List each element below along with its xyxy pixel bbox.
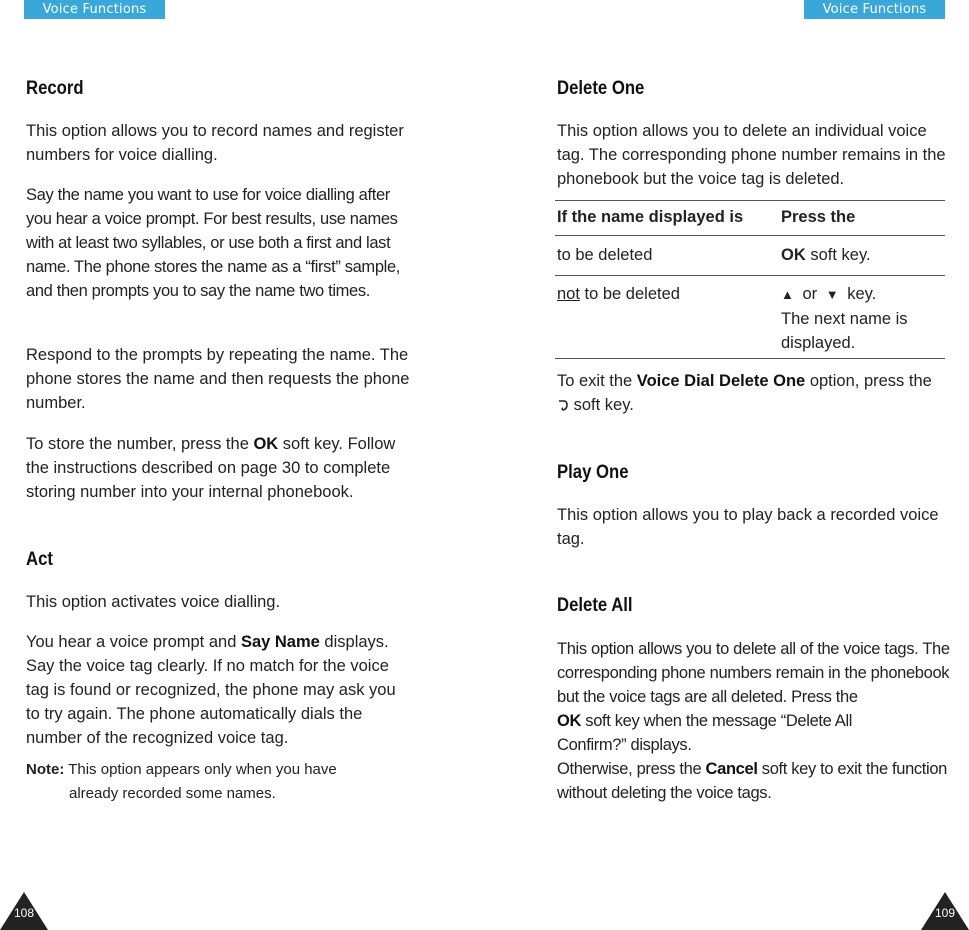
back-icon bbox=[557, 398, 569, 412]
record-heading: Record bbox=[26, 78, 84, 99]
record-intro: This option allows you to record names and register numbers for voice dialling. bbox=[26, 122, 404, 164]
section-tab-right: Voice Functions bbox=[804, 0, 945, 19]
act-intro: This option activates voice dialling. bbox=[26, 593, 281, 611]
table-row: to be deleted OK soft key. bbox=[555, 236, 945, 276]
say-name-label: Say Name bbox=[240, 633, 320, 651]
down-arrow-icon: ▼ bbox=[825, 287, 839, 302]
play-one-heading: Play One bbox=[557, 462, 629, 483]
voice-dial-delete-one-label: Voice Dial Delete One bbox=[636, 372, 806, 390]
play-one-intro: This option allows you to play back a recorded voice tag. bbox=[557, 506, 939, 548]
table-header-press: Press the bbox=[781, 201, 945, 236]
record-instructions: Say the name you want to use for voice dialling after you hear a voice prompt. For best results, use names with at least two syllables, or use both a first and last name. The phone stores the name as a “first” sample, and then prompts you to say the name two times. bbox=[26, 186, 401, 300]
delete-all-heading: Delete All bbox=[557, 595, 633, 616]
ok-key-label: OK bbox=[253, 435, 279, 453]
table-row: not to be deleted ▲ or ▼ key. The next name is displayed. bbox=[555, 276, 945, 359]
page-number-left: 108 bbox=[0, 892, 48, 930]
cancel-key-label: Cancel bbox=[705, 760, 758, 778]
table-header-name: If the name displayed is bbox=[555, 201, 781, 236]
up-arrow-icon: ▲ bbox=[781, 287, 794, 302]
ok-key-label: OK bbox=[557, 712, 582, 730]
act-description: You hear a voice prompt and Say Name displays. Say the voice tag clearly. If no match for the voice tag is found or recognized, the phone may ask you to try again. The phone automatically dials the number of the recognized voice tag. bbox=[26, 633, 396, 747]
delete-one-intro: This option allows you to delete an individual voice tag. The corresponding phone number remains in the phonebook but the voice tag is deleted. bbox=[557, 122, 946, 188]
page-number-right: 109 bbox=[921, 892, 969, 930]
record-prompts: Respond to the prompts by repeating the name. The phone stores the name and then requests the phone number. bbox=[26, 346, 410, 412]
act-note: Note: This option appears only when you have already recorded some names. bbox=[26, 761, 337, 802]
delete-one-heading: Delete One bbox=[557, 78, 645, 99]
section-tab-left: Voice Functions bbox=[24, 0, 165, 19]
delete-all-description: This option allows you to delete all of the voice tags. The corresponding phone numbers remain in the phonebook but the voice tags are all deleted. Press the OK soft key when the message “Delete All Confirm?” displays. Otherwise, press the Cancel soft key to exit the function without deleting the voice tags. bbox=[557, 640, 950, 802]
act-heading: Act bbox=[26, 549, 53, 570]
record-store-number: To store the number, press the OK soft key. Follow the instructions described on page 30 to complete storing number into your internal phonebook. bbox=[26, 435, 396, 501]
delete-one-table bbox=[555, 200, 945, 359]
table-header-row bbox=[555, 201, 945, 236]
delete-one-exit: To exit the Voice Dial Delete One option, press the soft key. bbox=[557, 372, 932, 414]
